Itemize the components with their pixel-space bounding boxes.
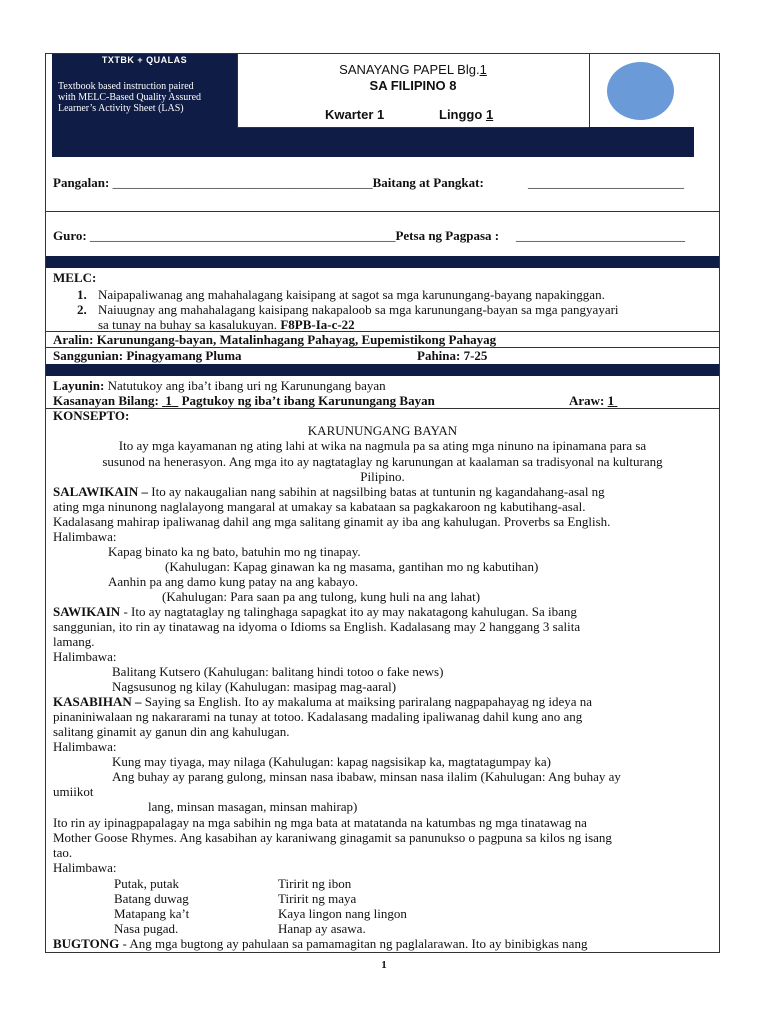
halimbawa-label: Halimbawa: [53, 529, 117, 544]
rhyme-left: Nasa pugad. [114, 921, 179, 936]
konsepto-heading: KARUNUNGANG BAYAN [307, 423, 458, 438]
rhyme-left: Matapang ka’t [114, 906, 190, 921]
halimbawa-label: Halimbawa: [53, 739, 117, 754]
example-line: Aanhin pa ang damo kung patay na ang kabayo. [108, 574, 359, 589]
grade-section-field[interactable]: ________________________ [528, 175, 684, 190]
kasabihan-definition: KASABIHAN – Saying sa English. Ito ay makaluma at maiksing pariralang nagpapahayag ng ideya na [53, 694, 593, 709]
melc-item-number: 2. [77, 302, 87, 317]
page-number: 1 [381, 959, 387, 971]
example-line: umiikot [53, 784, 94, 799]
rhyme-right: Tiririt ng ibon [278, 876, 352, 891]
kasanayan-row: Kasanayan Bilang: 1 Pagtukoy ng iba’t ibang Karunungang Bayan [53, 393, 435, 408]
rhyme-right: Tiririt ng maya [278, 891, 357, 906]
araw-label: Araw: 1 [569, 393, 615, 408]
halimbawa-label: Halimbawa: [53, 860, 117, 875]
rhymes-line: Ito rin ay ipinagpapalagay na mga sabihin ng mga bata at matatanda na katumbas ng mga tinatawag na [53, 815, 587, 830]
example-meaning: (Kahulugan: Kapag ginawan ka ng masama, gantihan mo ng kabutihan) [165, 559, 539, 574]
halimbawa-label: Halimbawa: [53, 649, 117, 664]
program-tag: TXTBK + QUALAS [101, 55, 188, 65]
rhymes-line: Mother Goose Rhymes. Ang kasabihan ay karaniwang ginagamit sa panunukso o pagpuna sa kilos ng isang [53, 830, 612, 845]
rhyme-right: Kaya lingon nang lingon [278, 906, 407, 921]
header-band [52, 127, 694, 157]
logo-divider [589, 54, 590, 127]
pahina-label: Pahina: 7-25 [417, 348, 488, 363]
teacher-field[interactable]: Guro: _______________________________________________Petsa ng Pagpasa : [53, 228, 500, 243]
section-band-2 [46, 364, 719, 376]
example-line: Balitang Kutsero (Kahulugan: balitang hindi totoo o fake news) [112, 664, 444, 679]
melc-item-continued: sa tunay na buhay sa kasalukuyan. F8PB-Ia-c-22 [98, 317, 355, 332]
kasabihan-line: pinaniniwalaan ng nakararami na tunay at totoo. Kadalasang madaling ipaliwanag dahil kung ano ang [53, 709, 583, 724]
intro-line: Pilipino. [360, 469, 405, 484]
sawikain-definition: SAWIKAIN - Ito ay nagtataglay ng talinghaga sapagkat ito ay may nakatagong kahulugan. Sa ibang [53, 604, 577, 619]
rhyme-left: Batang duwag [114, 891, 189, 906]
rhymes-line: tao. [53, 845, 73, 860]
intro-line: Ito ay mga kayamanan ng ating lahi at wika na nagmula pa sa ating mga ninuno na ipinamana para sa [118, 438, 647, 453]
program-description: Textbook based instruction paired with MELC-Based Quality Assured Learner’s Activity Sheet (LAS) [58, 81, 202, 114]
melc-item-number: 1. [77, 287, 87, 302]
konsepto-label: KONSEPTO: [53, 408, 130, 423]
worksheet-title: SANAYANG PAPEL Blg.1 [339, 62, 487, 77]
salawikain-line: Kadalasang mahirap ipaliwanag dahil ang mga salitang ginamit ay iba ang kahulugan. Proverbs sa English. [53, 514, 611, 529]
linggo-label: Linggo 1 [439, 107, 494, 122]
sanggunian-row: Sanggunian: Pinagyamang Pluma [53, 348, 242, 363]
kwarter-label: Kwarter 1 [325, 107, 385, 122]
salawikain-line: ating mga ninunong naglalayong mangaral at umakay sa kabataan sa pagkakaroon ng kabutihang-asal. [53, 499, 586, 514]
example-meaning: (Kahulugan: Para saan pa ang tulong, kung huli na ang lahat) [162, 589, 481, 604]
kasabihan-line: salitang ginamit ay ganun din ang kahulugan. [53, 724, 290, 739]
bugtong-definition: BUGTONG - Ang mga bugtong ay pahulaan sa pamamagitan ng paglalarawan. Ito ay binibigkas nang [53, 936, 588, 951]
name-field[interactable]: Pangalan: ________________________________________Baitang at Pangkat: [53, 175, 484, 190]
example-line: Kung may tiyaga, may nilaga (Kahulugan: kapag nagsisikap ka, magtatagumpay ka) [112, 754, 551, 769]
subject-title: SA FILIPINO 8 [369, 78, 457, 93]
melc-label: MELC: [53, 270, 97, 285]
intro-line: susunod na henerasyon. Ang mga ito ay nagtataglay ng karunungan at kaalaman sa tradisyonal na kulturang [102, 454, 663, 469]
melc-item: Naipapaliwanag ang mahahalagang kaisipang at sagot sa mga karunungang-bayang napakinggan. [98, 287, 605, 302]
aralin-row: Aralin: Karunungang-bayan, Matalinhagang Pahayag, Eupemistikong Pahayag [53, 332, 497, 347]
section-band-1 [46, 256, 719, 268]
rhyme-left: Putak, putak [114, 876, 179, 891]
sawikain-line: lamang. [53, 634, 95, 649]
sawikain-line: sanggunian, ito rin ay tinatawag na idyoma o Idioms sa English. Kadalasang may 2 hanggang 3 salita [53, 619, 581, 634]
example-line: Kapag binato ka ng bato, batuhin mo ng tinapay. [108, 544, 361, 559]
example-line: Nagsusunog ng kilay (Kahulugan: masipag mag-aaral) [112, 679, 397, 694]
melc-item: Naiuugnay ang mahahalagang kaisipang nakapaloob sa mga karunungang-bayan sa mga pangyayari [98, 302, 619, 317]
example-line: lang, minsan masagan, minsan mahirap) [148, 799, 358, 814]
layunin-row: Layunin: Natutukoy ang iba’t ibang uri ng Karunungang bayan [53, 378, 386, 393]
school-logo [607, 62, 674, 120]
example-line: Ang buhay ay parang gulong, minsan nasa ibabaw, minsan nasa ilalim (Kahulugan: Ang buhay ay [112, 769, 621, 784]
submission-date-field[interactable]: __________________________ [516, 228, 685, 243]
salawikain-definition: SALAWIKAIN – Ito ay nakaugalian nang sabihin at nagsilbing batas at tuntunin ng kagandahang-asal ng [53, 484, 605, 499]
rhyme-right: Hanap ay asawa. [278, 921, 366, 936]
